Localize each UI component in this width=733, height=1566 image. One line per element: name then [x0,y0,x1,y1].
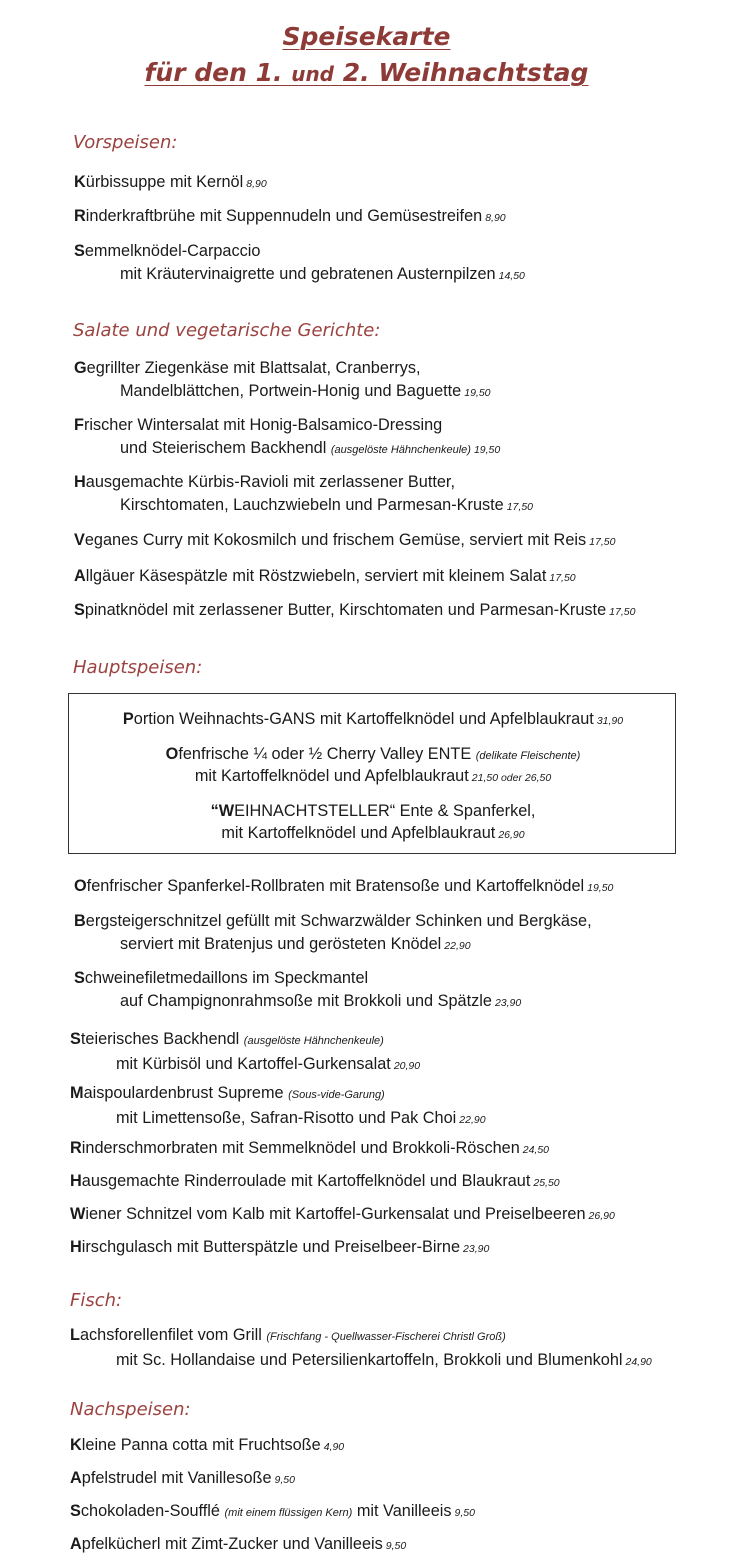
christmas-specials-box [68,693,676,854]
menu-item: Rinderkraftbrühe mit Suppennudeln und Gemüsestreifen 8,90 [74,207,506,225]
menu-item: Hirschgulasch mit Butterspätzle und Preiselbeer-Birne 23,90 [70,1238,490,1256]
menu-item: Veganes Curry mit Kokosmilch und frischem Gemüse, serviert mit Reis 17,50 [74,531,616,549]
menu-title [0,20,733,54]
section-vorspeisen: Vorspeisen: [73,132,178,153]
section-salate: Salate und vegetarische Gerichte: [73,320,381,341]
subtitle-part-c: 2. Weihnachtstag [342,58,589,87]
box-line-teller: “WEIHNACHTSTELLER“ Ente & Spanferkel, [210,802,536,820]
box-line-gans: Portion Weihnachts-GANS mit Kartoffelknödel und Apfelblaukraut 31,90 [122,710,624,728]
menu-item: Kürbissuppe mit Kernöl 8,90 [74,173,267,191]
menu-item: Hausgemachte Rinderroulade mit Kartoffelknödel und Blaukraut 25,50 [70,1172,560,1190]
menu-item: Rinderschmorbraten mit Semmelknödel und Brokkoli-Röschen 24,50 [70,1139,550,1157]
menu-item: Schweinefiletmedaillons im Speckmantel auf Champignonrahmsoße mit Brokkoli und Spätzle 23,90 [74,969,522,1010]
menu-item: Hausgemachte Kürbis-Ravioli mit zerlassener Butter, Kirschtomaten, Lauchzwiebeln und Parmesan-Kruste 17,50 [74,473,533,514]
menu-title-line1: Speisekarte [282,22,451,51]
menu-item: Schokoladen-Soufflé (mit einem flüssigen Kern) mit Vanilleeis 9,50 [70,1502,475,1520]
menu-subtitle [0,56,733,91]
menu-item: Spinatknödel mit zerlassener Butter, Kirschtomaten und Parmesan-Kruste 17,50 [74,601,636,619]
menu-item: Apfelstrudel mit Vanillesoße 9,50 [70,1469,295,1487]
menu-item: Frischer Wintersalat mit Honig-Balsamico-Dressing und Steierischem Backhendl (ausgelöste Hähnchenkeule) 19,50 [74,416,501,457]
menu-item: Kleine Panna cotta mit Fruchtsoße 4,90 [70,1436,345,1454]
menu-item: Bergsteigerschnitzel gefüllt mit Schwarzwälder Schinken und Bergkäse, serviert mit Bratenjus und gerösteten Knödel 22,90 [74,912,592,953]
menu-item: Semmelknödel-Carpaccio mit Kräutervinaigrette und gebratenen Austernpilzen 14,50 [74,242,525,283]
section-hauptspeisen: Hauptspeisen: [73,657,203,678]
section-nachspeisen: Nachspeisen: [70,1399,191,1420]
menu-item: Steierisches Backhendl (ausgelöste Hähnchenkeule) mit Kürbisöl und Kartoffel-Gurkensalat 20,90 [70,1030,421,1073]
menu-item: Maispoulardenbrust Supreme (Sous-vide-Garung) mit Limettensoße, Safran-Risotto und Pak Choi 22,90 [70,1084,486,1127]
menu-item: Allgäuer Käsespätzle mit Röstzwiebeln, serviert mit kleinem Salat 17,50 [74,567,576,585]
section-fisch: Fisch: [70,1290,123,1311]
menu-item: Wiener Schnitzel vom Kalb mit Kartoffel-Gurkensalat und Preiselbeeren 26,90 [70,1205,615,1223]
menu-item: Apfelkücherl mit Zimt-Zucker und Vanilleeis 9,50 [70,1535,407,1553]
subtitle-part-a: für den 1. [144,58,283,87]
menu-item: Gegrillter Ziegenkäse mit Blattsalat, Cranberrys, Mandelblättchen, Portwein-Honig und Baguette 19,50 [74,359,491,400]
menu-item: Ofenfrischer Spanferkel-Rollbraten mit Bratensoße und Kartoffelknödel 19,50 [74,877,614,895]
menu-item: Lachsforellenfilet vom Grill (Frischfang - Quellwasser-Fischerei Christl Groß) mit Sc. Hollandaise und Petersilienkartoffeln, Brokkoli und Blumenkohl 24,90 [70,1326,652,1369]
subtitle-part-b: und [291,62,334,86]
box-line-teller-sides: mit Kartoffelknödel und Apfelblaukraut 26,90 [221,824,525,842]
box-line-ente-sides: mit Kartoffelknödel und Apfelblaukraut 21,50 oder 26,50 [194,767,552,785]
box-line-ente: Ofenfrische ¼ oder ½ Cherry Valley ENTE (delikate Fleischente) [165,745,581,763]
